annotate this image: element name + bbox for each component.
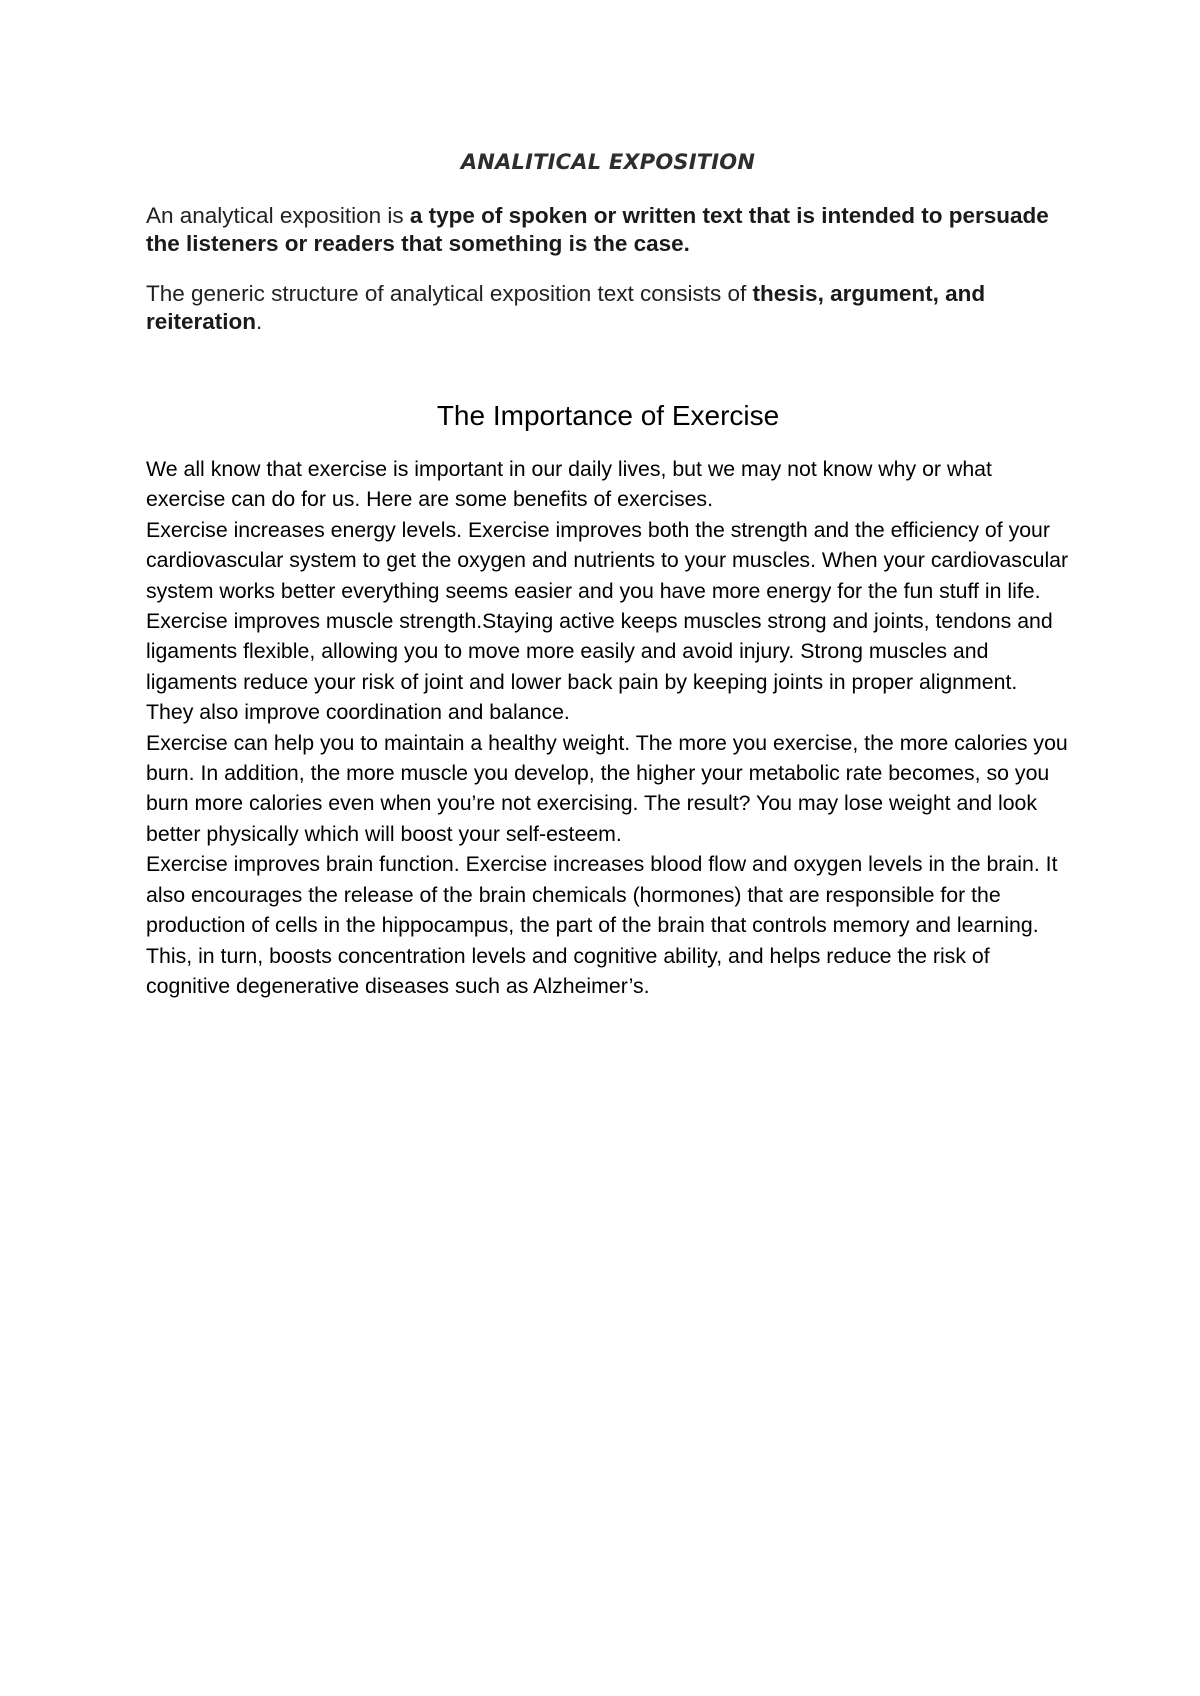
essay-paragraph-intro: We all know that exercise is important in our daily lives, but we may not know why or what exercise can do for us. Here are some benefits of exercises.	[146, 457, 992, 512]
definition-paragraph	[146, 202, 1070, 258]
essay-paragraph-brain: Exercise improves brain function. Exercise increases blood flow and oxygen levels in the brain. It also encourages the release of the brain chemicals (hormones) that are responsible for the production of cells in the hippocampus, the part of the brain that controls memory and learning. This, in turn, boosts concentration levels and cognitive ability, and helps reduce the risk of cognitive degenerative diseases such as Alzheimer’s.	[146, 852, 1058, 998]
essay-paragraph-muscle: Exercise improves muscle strength.Staying active keeps muscles strong and joints, tendons and ligaments flexible, allowing you to move more easily and avoid injury. Strong muscles and ligaments reduce your risk of joint and lower back pain by keeping joints in proper alignment. They also improve coordination and balance.	[146, 609, 1053, 725]
document-heading: ANALITICAL EXPOSITION	[460, 150, 756, 174]
definition-bold-text: a type of spoken or written text that is intended to persuade the listeners or readers that something is the case.	[146, 203, 1049, 256]
essay-title: The Importance of Exercise	[436, 400, 780, 431]
structure-text: The generic structure of analytical exposition text consists of	[146, 281, 753, 306]
definition-text: An analytical exposition is	[146, 203, 410, 228]
structure-end: .	[256, 309, 263, 334]
essay-body	[146, 454, 1070, 1001]
structure-paragraph	[146, 280, 1070, 336]
essay-paragraph-energy: Exercise increases energy levels. Exercise improves both the strength and the efficiency of your cardiovascular system to get the oxygen and nutrients to your muscles. When your cardiovascular system works better everything seems easier and you have more energy for the fun stuff in life.	[146, 517, 1069, 603]
essay-paragraph-weight: Exercise can help you to maintain a healthy weight. The more you exercise, the more calories you burn. In addition, the more muscle you develop, the higher your metabolic rate becomes, so you burn more calories even when you’re not exercising. The result? You may lose weight and look better physically which will boost your self-esteem.	[146, 730, 1068, 846]
structure-bold-text: thesis, argument, and reiteration	[146, 281, 986, 334]
